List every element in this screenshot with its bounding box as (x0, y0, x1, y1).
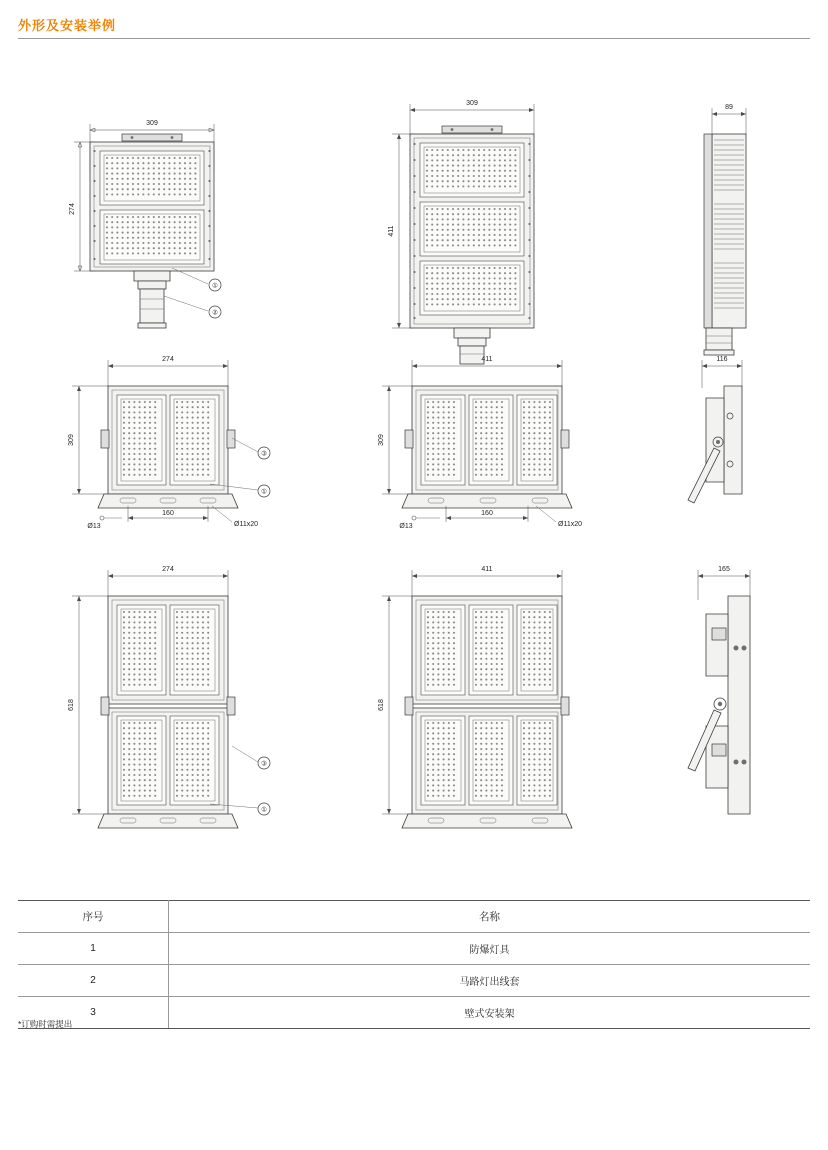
dim-hole-span-160: 160 (162, 510, 174, 517)
cell-no: 3 (18, 997, 169, 1029)
table-header-row (18, 901, 810, 933)
dim-hole-d13: Ø13 (87, 523, 101, 530)
page-title: 外形及安装举例 (18, 18, 117, 33)
dim-width-411: 411 (481, 356, 493, 363)
cell-name: 马路灯出线套 (169, 965, 811, 997)
cell-no: 2 (18, 965, 169, 997)
figure-front-2module (60, 96, 290, 366)
callout-2: ② (212, 309, 218, 317)
callout-1: ① (261, 488, 267, 496)
figure-front-3module (380, 78, 610, 368)
cell-name: 防爆灯具 (169, 933, 811, 965)
page-header (18, 18, 810, 39)
figure-side-3module (690, 78, 810, 368)
cell-name: 壁式安装架 (169, 997, 811, 1029)
figure-bottom-2x2module (60, 556, 290, 866)
figure-bottom-3module (370, 346, 610, 546)
col-header-name: 名称 (169, 901, 811, 933)
dim-height-309: 309 (68, 434, 75, 446)
figure-side-bracket (680, 346, 810, 546)
dim-width-411: 411 (481, 566, 493, 573)
dim-height-618: 618 (378, 699, 385, 711)
table-row (18, 997, 810, 1029)
figure-bottom-3x2module (370, 556, 610, 866)
callout-3: ③ (261, 760, 267, 768)
callout-3: ③ (261, 450, 267, 458)
dim-hole-11x20: Ø11x20 (558, 521, 582, 528)
parts-table (18, 900, 810, 1029)
dim-height-274: 274 (69, 203, 76, 215)
dim-depth-89: 89 (725, 104, 733, 111)
dim-depth-165: 165 (718, 566, 730, 573)
callout-1: ① (212, 282, 218, 290)
table-row (18, 933, 810, 965)
dim-width-274: 274 (162, 356, 174, 363)
dim-height-618: 618 (68, 699, 75, 711)
dim-width-309: 309 (146, 120, 158, 127)
dim-width-309: 309 (466, 100, 478, 107)
callout-1: ① (261, 806, 267, 814)
header-divider (18, 38, 810, 39)
dim-width-274: 274 (162, 566, 174, 573)
dim-height-411: 411 (388, 225, 395, 237)
figure-bottom-2module (60, 346, 290, 546)
parts-table-wrap (18, 900, 810, 1029)
dim-height-309: 309 (378, 434, 385, 446)
dim-hole-span-160: 160 (481, 510, 493, 517)
dim-hole-d13: Ø13 (399, 523, 413, 530)
dim-depth-116: 116 (716, 356, 728, 363)
order-note: *订购时需提出 (18, 1019, 73, 1029)
technical-drawings (0, 56, 828, 886)
cell-no: 1 (18, 933, 169, 965)
dim-hole-11x20: Ø11x20 (234, 521, 258, 528)
figure-side-bracket-tall (680, 556, 810, 866)
col-header-no: 序号 (18, 901, 169, 933)
table-row (18, 965, 810, 997)
